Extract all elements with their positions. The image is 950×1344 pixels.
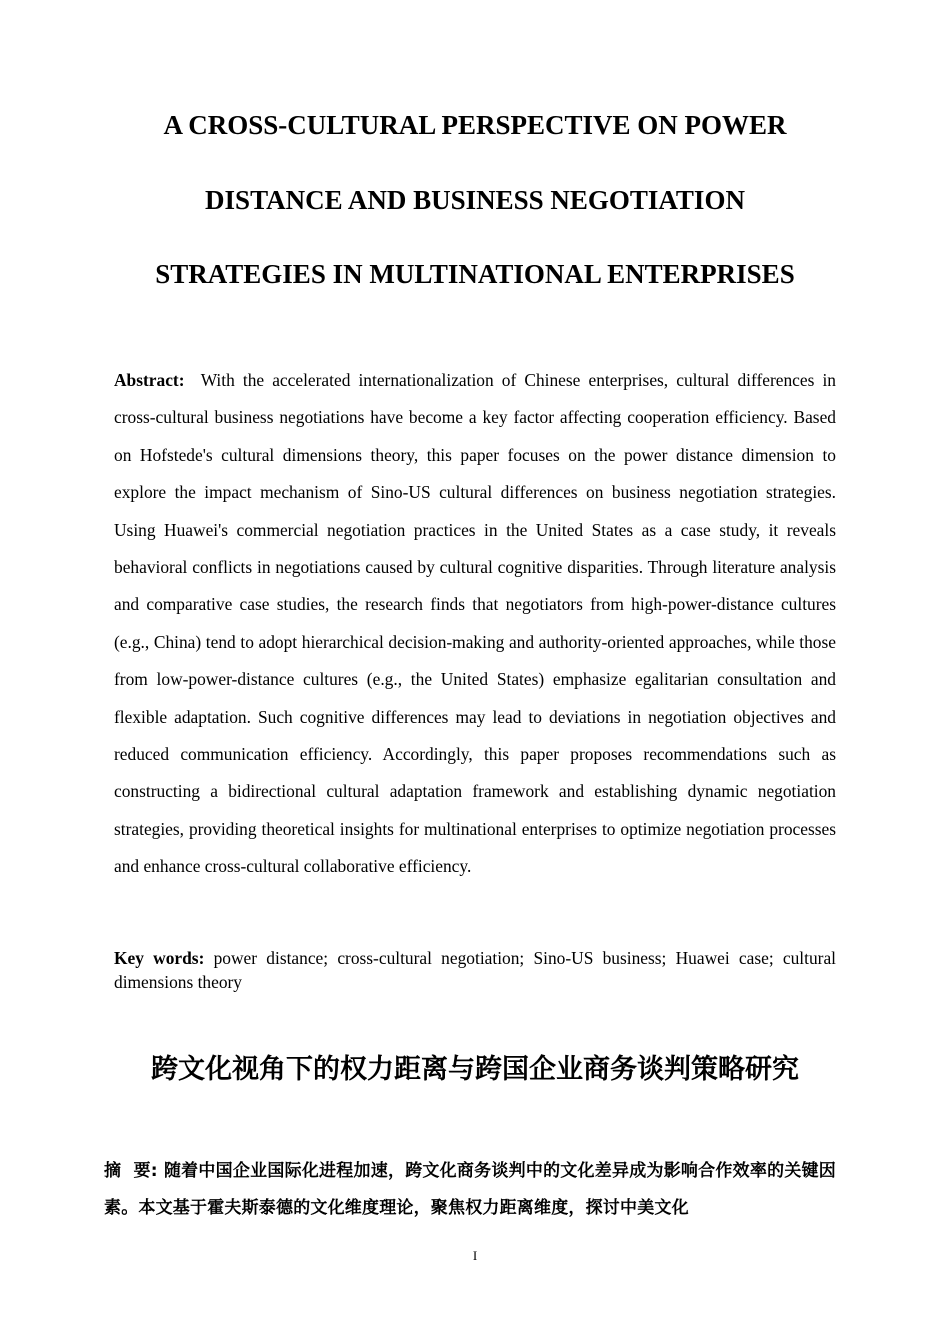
chinese-title: 跨文化视角下的权力距离与跨国企业商务谈判策略研究: [151, 1054, 799, 1085]
chinese-abstract-label: 摘 要:: [104, 1161, 158, 1181]
english-keywords: [114, 946, 836, 994]
page-number: I: [472, 1248, 478, 1263]
abstract-label: Abstract:: [114, 370, 185, 390]
english-title: [60, 88, 890, 312]
keywords-text: power distance; cross-cultural negotiation; Sino-US business; Huawei case; cultural dimensions theory: [114, 948, 836, 992]
abstract-text: With the accelerated internationalization of Chinese enterprises, cultural differences in cross-cultural business negotiations have become a key factor affecting cooperation efficiency. Based on Hofstede's cultural dimensions theory, this paper focuses on the power distance dimension to explore the impact mechanism of Sino-US cultural differences on business negotiation strategies. Using Huawei's commercial negotiation practices in the United States as a case study, it reveals behavioral conflicts in negotiations caused by cultural cognitive disparities. Through literature analysis and comparative case studies, the research finds that negotiators from high-power-distance cultures (e.g., China) tend to adopt hierarchical decision-making and authority-oriented approaches, while those from low-power-distance cultures (e.g., the United States) emphasize egalitarian consultation and flexible adaptation. Such cognitive differences may lead to deviations in negotiation objectives and reduced communication efficiency. Accordingly, this paper proposes recommendations such as constructing a bidirectional cultural adaptation framework and establishing dynamic negotiation strategies, providing theoretical insights for multinational enterprises to optimize negotiation processes and enhance cross-cultural collaborative efficiency.: [114, 370, 836, 877]
chinese-abstract: [104, 1153, 836, 1227]
english-title-line-2: DISTANCE AND BUSINESS NEGOTIATION: [205, 184, 745, 215]
english-title-line-1: A CROSS-CULTURAL PERSPECTIVE ON POWER: [163, 110, 787, 140]
english-abstract: [114, 362, 836, 886]
keywords-label: Key words:: [114, 948, 205, 968]
chinese-abstract-text: 随着中国企业国际化进程加速，跨文化商务谈判中的文化差异成为影响合作效率的关键因素。本文基于霍夫斯泰德的文化维度理论，聚焦权力距离维度，探讨中美文化: [104, 1161, 836, 1218]
english-title-line-3: STRATEGIES IN MULTINATIONAL ENTERPRISES: [155, 259, 795, 289]
